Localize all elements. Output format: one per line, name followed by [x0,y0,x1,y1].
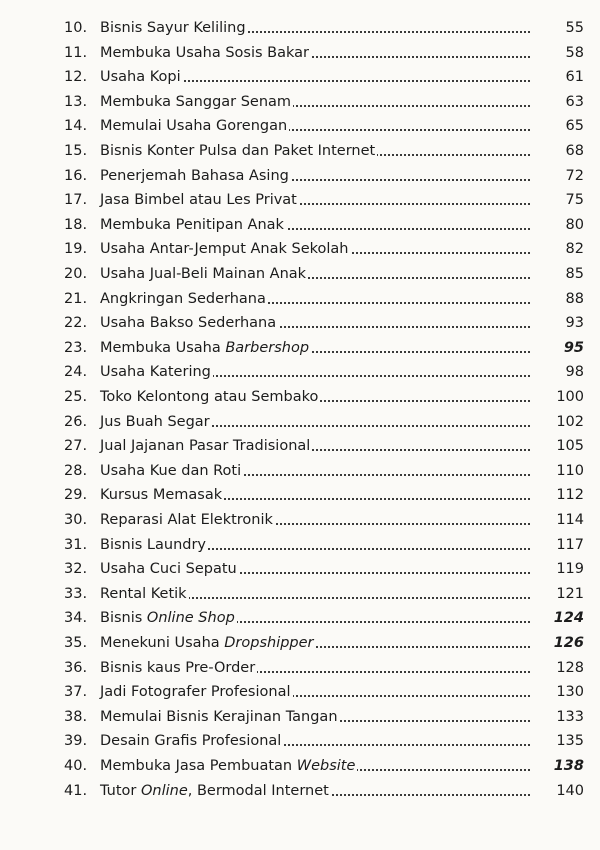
toc-entry-title [100,483,224,507]
toc-entry-title-part: Online Shop [146,610,235,627]
toc-entry-title-part: Jadi Fotografer Profesional [100,684,291,701]
toc-entry-title-part: Online [140,782,188,799]
toc-entry-title [100,606,237,630]
toc-entry [0,41,600,65]
toc-entry [0,483,600,507]
toc-entry [0,262,600,286]
toc-entry [0,754,600,778]
toc-entry-page-number: 133 [532,705,584,729]
toc-entry-title [100,631,316,655]
toc-entry-page-number: 58 [532,41,584,65]
toc-entry [0,631,600,655]
toc-entry [0,729,600,753]
toc-entry [0,139,600,163]
toc-entry-title-part: Usaha Kopi [100,69,181,86]
toc-entry-title-part: Bisnis kaus Pre-Order [100,659,256,676]
toc-entry-title-part: Usaha Antar-Jemput Anak Sekolah [100,241,349,258]
toc-entry-title-part: Membuka Penitipan Anak [100,216,284,233]
toc-entry-number: 28. [64,462,88,479]
toc-entry-number: 15. [64,143,88,159]
toc-entry-page-number: 121 [532,582,584,606]
toc-entry [0,213,600,237]
toc-entry-number: 14. [64,118,88,135]
toc-entry-title-part: Desain Grafis Profesional [100,733,282,750]
toc-entry-title [100,164,291,188]
toc-entry-number: 36. [64,659,88,676]
toc-entry [0,164,600,188]
toc-entry-title-part: Website [296,758,356,774]
toc-entry [0,656,600,680]
toc-entry [0,557,600,581]
toc-entry-page-number: 135 [532,729,584,753]
toc-entry-title-part: Usaha Kue dan Roti [100,462,242,479]
toc-entry-page-number: 88 [532,287,584,311]
toc-entry-number: 31. [64,536,88,553]
toc-entry [0,336,600,360]
toc-entry-number: 24. [64,364,88,381]
toc-entry-title [100,41,311,65]
toc-entry-number: 23. [64,339,88,356]
toc-entry-title-part: Memulai Bisnis Kerajinan Tangan [100,708,338,725]
toc-entry-title-part: Tutor [100,782,141,799]
toc-entry-title [100,656,257,680]
toc-entry-title-part: Bisnis [100,610,147,627]
toc-entry-page-number: 110 [532,459,584,483]
toc-entry [0,65,600,89]
toc-entry-page-number: 114 [532,508,584,532]
toc-entry-page-number: 68 [532,139,584,163]
toc-entry [0,385,600,409]
toc-entry-title [100,311,278,335]
toc-entry-title-part: Bisnis Laundry [100,536,207,553]
toc-entry-number: 13. [64,93,88,110]
toc-entry-number: 32. [64,561,88,578]
toc-entry-page-number: 85 [532,262,584,286]
toc-entry-number: 17. [64,192,88,209]
toc-entry-number: 27. [64,438,88,455]
toc-entry-page-number: 124 [532,606,584,630]
toc-entry [0,606,600,630]
toc-entry-number: 33. [64,585,88,602]
toc-entry-title-part: Bisnis Konter Pulsa dan Paket Internet [100,143,376,159]
toc-entry-page-number: 98 [532,360,584,384]
toc-entry-number: 38. [64,708,88,725]
toc-entry-number: 12. [64,69,88,86]
toc-entry-title-part: Menekuni Usaha [100,635,225,651]
toc-entry-title-part: Barbershop [225,339,310,356]
toc-entry-title [100,410,212,434]
toc-entry-title-part: Memulai Usaha Gorengan [100,118,288,135]
toc-entry [0,508,600,532]
toc-entry-title-part: Rental Ketik [100,585,187,602]
toc-entry-title-part: Membuka Jasa Pembuatan [100,758,297,774]
toc-entry-title [100,262,308,286]
toc-entry [0,779,600,803]
toc-entry [0,434,600,458]
toc-entry-title [100,114,289,138]
toc-entry-title [100,533,208,557]
toc-entry-page-number: 95 [532,336,584,360]
toc-entry-page-number: 119 [532,557,584,581]
toc-entry [0,533,600,557]
toc-entry-title [100,582,189,606]
toc-entry [0,188,600,212]
toc-entry-title-part: Reparasi Alat Elektronik [100,512,273,528]
toc-entry-title-part: Jasa Bimbel atau Les Privat [100,192,297,209]
toc-entry-number: 37. [64,684,88,701]
toc-entry-title [100,385,320,409]
toc-entry-title [100,434,312,458]
toc-entry [0,237,600,261]
toc-entry-title [100,336,311,360]
toc-entry-title [100,213,286,237]
toc-entry-title-part: Jus Buah Segar [100,413,210,430]
toc-entry-number: 41. [64,782,88,799]
toc-entry-title [100,139,377,163]
toc-entry-title [100,779,331,803]
toc-entry-page-number: 80 [532,213,584,237]
toc-entry [0,311,600,335]
toc-entry-title [100,360,213,384]
toc-entry-number: 26. [64,413,88,430]
toc-entry [0,459,600,483]
toc-entry-page-number: 126 [532,631,584,655]
toc-entry-title-part: Usaha Cuci Sepatu [100,561,237,578]
toc-entry-title-part: Dropshipper [224,635,314,651]
toc-entry-page-number: 138 [532,754,584,778]
toc-entry-title [100,188,299,212]
toc-entry [0,410,600,434]
toc-entry-page-number: 63 [532,90,584,114]
toc-entry-title [100,237,350,261]
toc-entry-title-part: Kursus Memasak [100,487,223,504]
toc-entry [0,582,600,606]
toc-entry-page-number: 105 [532,434,584,458]
toc-entry-page-number: 117 [532,533,584,557]
toc-entry-title-part: Membuka Usaha Sosis Bakar [100,44,309,61]
toc-entry-number: 34. [64,610,88,627]
toc-entry-page-number: 100 [532,385,584,409]
toc-entry-title [100,90,293,114]
toc-entry-number: 19. [64,241,88,258]
toc-entry-title [100,729,283,753]
toc-entry [0,16,600,40]
toc-entry-page-number: 102 [532,410,584,434]
toc-entry-title [100,65,183,89]
toc-entry-number: 30. [64,512,88,528]
toc-entry-title [100,705,340,729]
toc-entry [0,360,600,384]
toc-entry-title [100,557,239,581]
toc-entry-number: 18. [64,216,88,233]
toc-entry [0,705,600,729]
toc-entry-title-part: Usaha Jual-Beli Mainan Anak [100,266,307,282]
toc-entry-title-part: Usaha Katering [100,364,211,381]
toc-entry-number: 10. [64,20,88,36]
toc-entry-title-part: Angkringan Sederhana [100,290,266,307]
toc-entry-title [100,287,268,311]
toc-entry-number: 20. [64,266,88,282]
toc-entry-title [100,754,357,778]
toc-entry-title-part: Jual Jajanan Pasar Tradisional [100,438,311,455]
toc-entry-title-part: Penerjemah Bahasa Asing [100,167,289,184]
toc-entry [0,680,600,704]
toc-entry-page-number: 140 [532,779,584,803]
toc-entry-number: 39. [64,733,88,750]
toc-entry [0,114,600,138]
toc-entry-number: 35. [64,635,88,651]
toc-entry-number: 22. [64,315,88,332]
toc-entry [0,90,600,114]
toc-entry-title-part: Membuka Sanggar Senam [100,93,292,110]
toc-entry-title [100,680,293,704]
toc-entry-page-number: 61 [532,65,584,89]
toc-entry-title-part: Membuka Usaha [100,339,226,356]
toc-entry-title-part: Bisnis Sayur Keliling [100,20,246,36]
toc-entry-page-number: 82 [532,237,584,261]
toc-entry-page-number: 112 [532,483,584,507]
toc-entry-number: 21. [64,290,88,307]
toc-entry-title-part: , Bermodal Internet [187,782,329,799]
toc-entry-title [100,16,248,40]
toc-entry-page-number: 72 [532,164,584,188]
toc-entry-number: 16. [64,167,88,184]
toc-entry-page-number: 93 [532,311,584,335]
toc-entry-number: 25. [64,389,88,405]
toc-entry-number: 40. [64,758,88,774]
toc-entry-title-part: Toko Kelontong atau Sembako [100,389,319,405]
toc-entry [0,287,600,311]
toc-entry-page-number: 130 [532,680,584,704]
toc-entry-title [100,459,243,483]
toc-entry-page-number: 75 [532,188,584,212]
toc-entry-number: 29. [64,487,88,504]
toc-entry-page-number: 65 [532,114,584,138]
toc-entry-page-number: 55 [532,16,584,40]
toc-entry-title [100,508,275,532]
toc-entry-number: 11. [64,44,88,61]
toc-entry-title-part: Usaha Bakso Sederhana [100,315,277,332]
toc-entry-page-number: 128 [532,656,584,680]
